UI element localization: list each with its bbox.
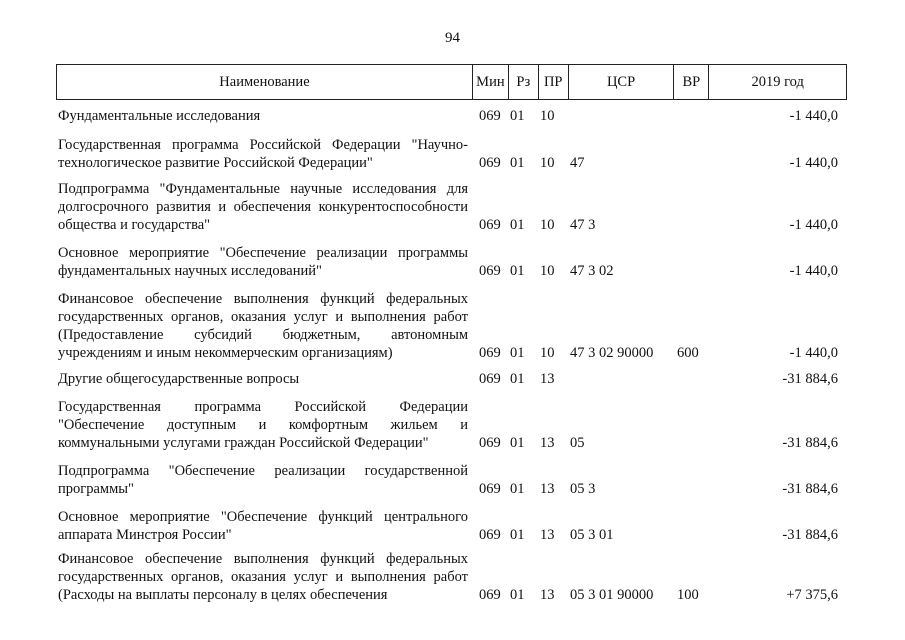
row-pr: 10 xyxy=(540,345,555,361)
row-vr: 100 xyxy=(677,587,699,603)
row-rz: 01 xyxy=(510,108,525,124)
row-name: Основное мероприятие "Обеспечение реализации программы фундаментальных научных исследований" xyxy=(58,245,468,279)
row-csr: 47 xyxy=(570,155,585,171)
row-pr: 13 xyxy=(540,371,555,387)
row-rz: 01 xyxy=(510,587,525,603)
row-csr: 47 3 xyxy=(570,217,596,233)
header-rz: Рз xyxy=(509,65,539,99)
row-amount: -1 440,0 xyxy=(789,263,838,279)
row-min: 069 xyxy=(479,155,501,171)
row-pr: 13 xyxy=(540,587,555,603)
row-min: 069 xyxy=(479,108,501,124)
row-rz: 01 xyxy=(510,263,525,279)
row-min: 069 xyxy=(479,527,501,543)
row-min: 069 xyxy=(479,263,501,279)
table-row xyxy=(56,180,847,234)
row-amount: +7 375,6 xyxy=(786,587,838,603)
row-amount: -31 884,6 xyxy=(782,527,838,543)
table-header xyxy=(56,64,847,100)
row-rz: 01 xyxy=(510,527,525,543)
row-rz: 01 xyxy=(510,217,525,233)
row-name: Государственная программа Российской Федерации "Обеспечение доступным и комфортным жильем и коммунальными услугами граждан Российской Федерации" xyxy=(58,399,468,451)
page-number: 94 xyxy=(445,30,460,46)
row-rz: 01 xyxy=(510,155,525,171)
row-pr: 13 xyxy=(540,435,555,451)
header-vr: ВР xyxy=(674,65,709,99)
row-amount: -31 884,6 xyxy=(782,481,838,497)
row-pr: 10 xyxy=(540,217,555,233)
header-min: Мин xyxy=(473,65,509,99)
table-row xyxy=(56,550,847,604)
row-amount: -1 440,0 xyxy=(789,155,838,171)
table-row xyxy=(56,462,847,498)
row-min: 069 xyxy=(479,481,501,497)
row-amount: -1 440,0 xyxy=(789,217,838,233)
row-pr: 13 xyxy=(540,481,555,497)
row-rz: 01 xyxy=(510,371,525,387)
row-name: Подпрограмма "Обеспечение реализации государственной программы" xyxy=(58,463,468,497)
row-amount: -31 884,6 xyxy=(782,435,838,451)
row-amount: -1 440,0 xyxy=(789,345,838,361)
row-pr: 10 xyxy=(540,263,555,279)
row-amount: -1 440,0 xyxy=(789,108,838,124)
row-csr: 05 3 xyxy=(570,481,596,497)
row-min: 069 xyxy=(479,371,501,387)
header-csr: ЦСР xyxy=(569,65,675,99)
row-pr: 13 xyxy=(540,527,555,543)
row-rz: 01 xyxy=(510,345,525,361)
table-row xyxy=(56,244,847,280)
row-rz: 01 xyxy=(510,435,525,451)
row-csr: 05 3 01 90000 xyxy=(570,587,654,603)
row-min: 069 xyxy=(479,217,501,233)
row-min: 069 xyxy=(479,435,501,451)
row-pr: 10 xyxy=(540,155,555,171)
table-row xyxy=(56,370,847,388)
row-csr: 47 3 02 xyxy=(570,263,614,279)
row-name: Основное мероприятие "Обеспечение функций центрального аппарата Минстроя России" xyxy=(58,509,468,543)
row-vr: 600 xyxy=(677,345,699,361)
row-name: Финансовое обеспечение выполнения функций федеральных государственных органов, оказания услуг и выполнения работ (Расходы на выплаты персоналу в целях обеспечения xyxy=(58,551,468,603)
row-name: Государственная программа Российской Федерации "Научно-технологическое развитие Российской Федерации" xyxy=(58,137,468,171)
row-rz: 01 xyxy=(510,481,525,497)
row-csr: 05 3 01 xyxy=(570,527,614,543)
row-name: Другие общегосударственные вопросы xyxy=(58,371,300,387)
row-amount: -31 884,6 xyxy=(782,371,838,387)
table-row xyxy=(56,398,847,452)
row-name: Подпрограмма "Фундаментальные научные исследования для долгосрочного развития и обеспечения конкурентоспособности общества и государства" xyxy=(58,181,468,233)
table-row xyxy=(56,508,847,544)
table-row xyxy=(56,290,847,362)
row-csr: 05 xyxy=(570,435,585,451)
row-pr: 10 xyxy=(540,108,555,124)
row-csr: 47 3 02 90000 xyxy=(570,345,654,361)
budget-table xyxy=(56,64,847,100)
row-name: Фундаментальные исследования xyxy=(58,108,261,124)
header-year: 2019 год xyxy=(751,74,804,90)
row-name: Финансовое обеспечение выполнения функций федеральных государственных органов, оказания услуг и выполнения работ (Предоставление субсидий бюджетным, автономным учреждениям и иным некоммерческим организациям) xyxy=(58,291,468,361)
header-name: Наименование xyxy=(57,65,473,99)
table-row xyxy=(56,136,847,172)
row-min: 069 xyxy=(479,587,501,603)
header-pr: ПР xyxy=(539,65,569,99)
table-row xyxy=(56,107,847,125)
row-min: 069 xyxy=(479,345,501,361)
